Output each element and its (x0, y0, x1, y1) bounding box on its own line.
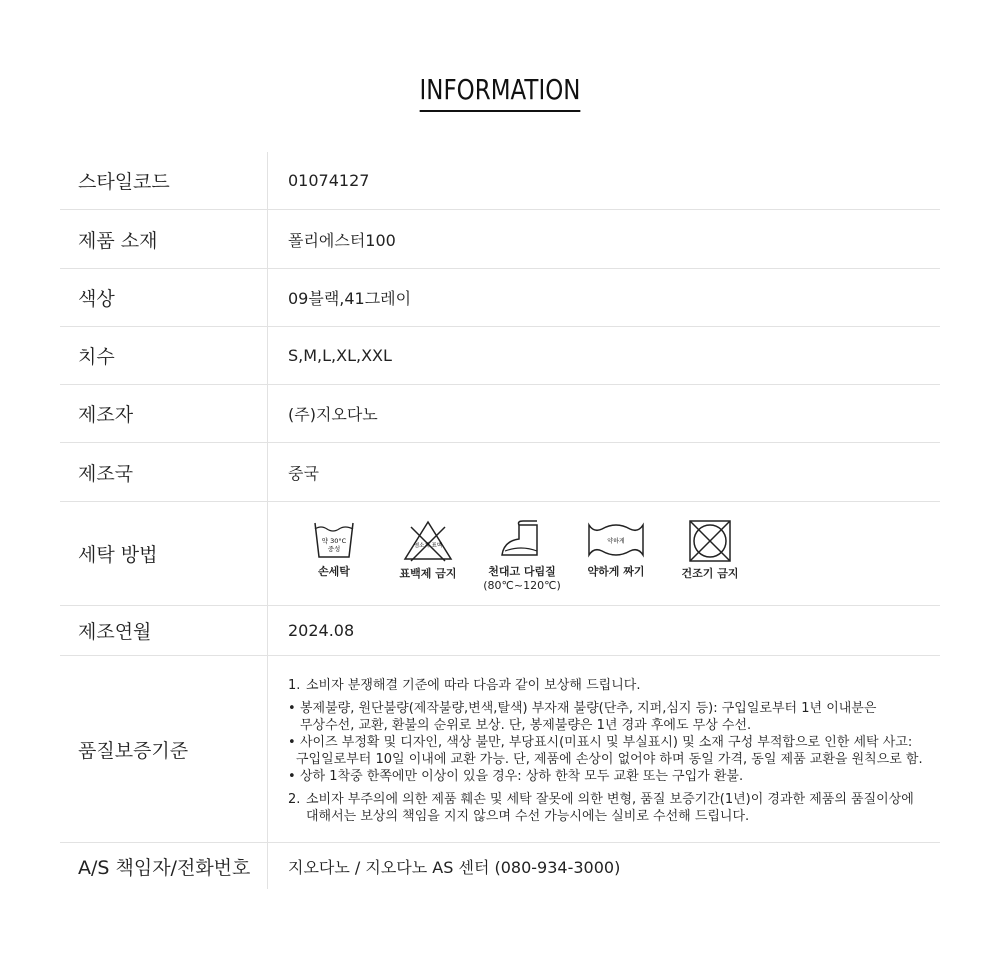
wash-symbol-label: 약하게 짜기 (587, 565, 645, 578)
wash-symbol (570, 519, 662, 579)
quality-item-cont: 대해서는 보상의 책임을 지지 않으며 수선 가능시에는 실비로 수선해 드립니다. (306, 809, 750, 824)
wash-symbol (476, 519, 568, 592)
row-size (60, 327, 940, 385)
row-label: 제조연월 (60, 606, 268, 655)
row-value: 01074127 (288, 171, 370, 190)
quality-bullet-cont: 구입일로부터 10일 이내에 교환 가능. 단, 제품에 손상이 없어야 하며 동일 가격, 동일 제품 교환을 원칙으로 함. (296, 752, 923, 767)
row-country (60, 443, 940, 502)
wash-icons (268, 515, 940, 592)
row-label: A/S 책임자/전화번호 (60, 843, 268, 889)
row-value: 지오다노 / 지오다노 AS 센터 (080-934-3000) (288, 857, 621, 877)
wash-symbol (288, 519, 380, 579)
row-value: 2024.08 (288, 621, 355, 640)
wash-symbol-label: 손세탁 (318, 565, 350, 578)
wash-symbol-label: 표백제 금지 (399, 567, 457, 580)
row-label: 색상 (60, 269, 268, 326)
info-table (60, 152, 940, 889)
row-label: 제품 소재 (60, 210, 268, 268)
row-wash (60, 502, 940, 606)
row-label: 제조자 (60, 385, 268, 442)
row-value: 09블랙,41그레이 (288, 289, 412, 308)
wash-symbol-sub: (80℃~120℃) (483, 579, 561, 592)
wash-symbol (664, 519, 756, 581)
wash-symbol-label: 건조기 금지 (681, 567, 739, 580)
gentle-wring-text: 약하게 (607, 538, 625, 545)
row-as (60, 843, 940, 889)
row-label: 스타일코드 (60, 152, 268, 209)
row-label: 품질보증기준 (60, 656, 268, 842)
row-value: (주)지오다노 (288, 405, 378, 424)
quality-text (268, 663, 940, 835)
row-date (60, 606, 940, 656)
row-maker (60, 385, 940, 443)
hand-wash-temp: 약 30°C (321, 537, 347, 545)
page-title: INFORMATION (90, 72, 910, 112)
row-value: 폴리에스터100 (288, 230, 396, 250)
row-label: 세탁 방법 (60, 502, 268, 605)
quality-bullet-cont: 무상수선, 교환, 환불의 순위로 보상. 단, 봉제불량은 1년 경과 후에도 무상 수선. (300, 718, 752, 733)
row-label: 제조국 (60, 443, 268, 501)
row-material (60, 210, 940, 269)
no-bleach-text: 염소계 표백 (413, 543, 443, 549)
wash-symbol (382, 519, 474, 581)
no-tumble-dry-icon (687, 519, 733, 563)
quality-bullet: • 사이즈 부정확 및 디자인, 색상 불만, 부당표시(미표시 및 부실표시) 및 소재 구성 부적합으로 인한 세탁 사고: (288, 735, 913, 750)
hand-wash-detergent: 중성 (327, 545, 341, 553)
quality-bullet: • 상하 1착중 한쪽에만 이상이 있을 경우: 상하 한착 모두 교환 또는 구입가 환불. (288, 769, 744, 784)
quality-item: 2. 소비자 부주의에 의한 제품 훼손 및 세탁 잘못에 의한 변형, 품질 보증기간(1년)이 경과한 제품의 품질이상에 (288, 792, 914, 807)
row-value: S,M,L,XL,XXL (288, 346, 392, 365)
row-value: 중국 (288, 463, 319, 483)
wash-symbol-label: 천대고 다림질 (488, 565, 556, 578)
row-quality (60, 656, 940, 843)
row-color (60, 269, 940, 327)
quality-item: 1. 소비자 분쟁해결 기준에 따라 다음과 같이 보상해 드립니다. (288, 678, 641, 693)
hand-wash-icon (312, 519, 356, 561)
no-bleach-icon (402, 519, 454, 563)
row-label: 치수 (60, 327, 268, 384)
iron-cloth-icon (497, 519, 547, 561)
row-style-code (60, 152, 940, 210)
gentle-wring-icon (586, 519, 646, 561)
quality-bullet: • 봉제불량, 원단불량(제작불량,변색,탈색) 부자재 불량(단추, 지퍼,심지 등): 구입일로부터 1년 이내분은 (288, 701, 877, 716)
